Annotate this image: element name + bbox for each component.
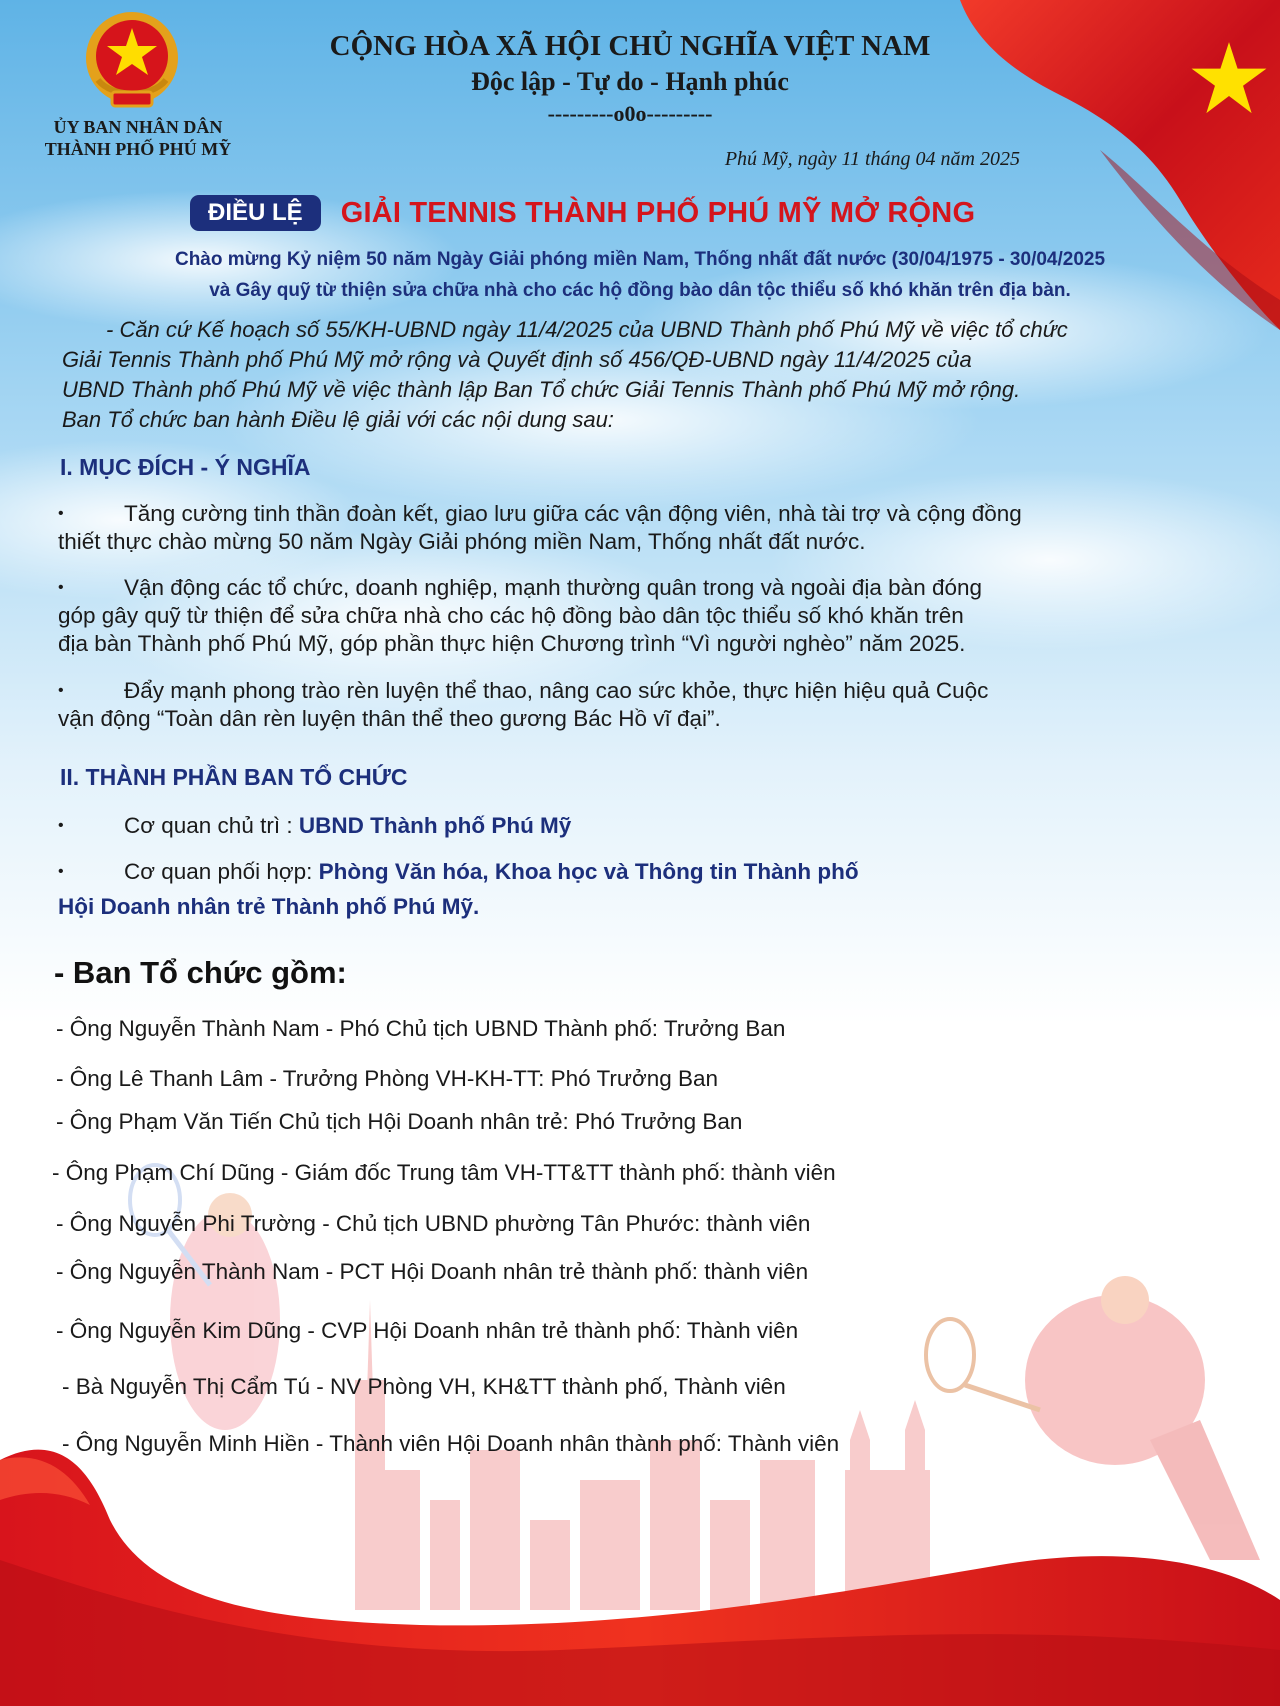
national-emblem-icon — [82, 10, 182, 114]
committee-member: - Ông Lê Thanh Lâm - Trưởng Phòng VH-KH-TT: Phó Trưởng Ban — [56, 1066, 719, 1091]
coop-label: Cơ quan phối hợp: — [124, 859, 319, 884]
section-1-item-1 — [58, 500, 1228, 556]
host-value: UBND Thành phố Phú Mỹ — [298, 813, 572, 838]
nation-name: CỘNG HÒA XÃ HỘI CHỦ NGHĨA VIỆT NAM — [329, 30, 931, 62]
document-subtitle — [40, 244, 1240, 306]
agency-line-2: THÀNH PHỐ PHÚ MỸ — [44, 139, 232, 159]
bullet-icon: • — [58, 682, 64, 699]
agency-line-1: ỦY BAN NHÂN DÂN — [53, 117, 223, 137]
bullet-icon: • — [58, 863, 64, 880]
preamble-line-3: UBND Thành phố Phú Mỹ về việc thành lập Ban Tổ chức Giải Tennis Thành phố Phú Mỹ mở rộng. — [62, 377, 1021, 402]
header-separator: ---------o0o--------- — [547, 101, 713, 126]
preamble — [62, 315, 1232, 435]
bullet-icon: • — [58, 505, 64, 522]
item-text: Tăng cường tinh thần đoàn kết, giao lưu giữa các vận động viên, nhà tài trợ và cộng đồng — [124, 501, 1022, 526]
subtitle-line-1: Chào mừng Kỷ niệm 50 năm Ngày Giải phóng miền Nam, Thống nhất đất nước (30/04/1975 - 30/04/2025 — [174, 249, 1106, 270]
subtitle-line-2: và Gây quỹ từ thiện sửa chữa nhà cho các hộ đồng bào dân tộc thiểu số khó khăn trên địa bàn. — [209, 280, 1071, 301]
committee-member: - Ông Phạm Chí Dũng - Giám đốc Trung tâm VH-TT&TT thành phố: thành viên — [52, 1160, 836, 1185]
preamble-line-4: Ban Tổ chức ban hành Điều lệ giải với các nội dung sau: — [62, 407, 614, 432]
document-title — [190, 193, 975, 233]
nation-motto: Độc lập - Tự do - Hạnh phúc — [471, 67, 789, 96]
item-text: địa bàn Thành phố Phú Mỹ, góp phần thực hiện Chương trình “Vì người nghèo” năm 2025. — [58, 631, 966, 656]
committee-member: - Ông Nguyễn Thành Nam - PCT Hội Doanh nhân trẻ thành phố: thành viên — [56, 1259, 809, 1284]
item-text: Vận động các tổ chức, doanh nghiệp, mạnh thường quân trong và ngoài địa bàn đóng — [124, 575, 983, 600]
committee-member: - Ông Nguyễn Minh Hiền - Thành viên Hội Doanh nhân thành phố: Thành viên — [62, 1431, 840, 1456]
cooperating-agency — [58, 858, 1228, 886]
section-1-item-3 — [58, 677, 1228, 733]
bullet-icon: • — [58, 579, 64, 596]
preamble-line-2: Giải Tennis Thành phố Phú Mỹ mở rộng và Quyết định số 456/QĐ-UBND ngày 11/4/2025 của — [62, 347, 972, 372]
title-badge: ĐIỀU LỆ — [190, 195, 321, 231]
item-text: góp gây quỹ từ thiện để sửa chữa nhà cho các hộ đồng bào dân tộc thiểu số khó khăn trên — [58, 603, 964, 628]
coop-value-2: Hội Doanh nhân trẻ Thành phố Phú Mỹ. — [58, 894, 480, 919]
item-text: vận động “Toàn dân rèn luyện thân thể theo gương Bác Hồ vĩ đại”. — [58, 706, 721, 731]
committee-member: - Bà Nguyễn Thị Cẩm Tú - NV Phòng VH, KH&TT thành phố, Thành viên — [62, 1374, 786, 1399]
issuing-agency — [14, 116, 262, 160]
issue-date: Phú Mỹ, ngày 11 tháng 04 năm 2025 — [724, 148, 1020, 170]
item-text: thiết thực chào mừng 50 năm Ngày Giải phóng miền Nam, Thống nhất đất nước. — [58, 529, 866, 554]
committee-member: - Ông Nguyễn Thành Nam - Phó Chủ tịch UBND Thành phố: Trưởng Ban — [56, 1016, 786, 1041]
host-agency — [58, 812, 1228, 840]
section-1-heading: I. MỤC ĐÍCH - Ý NGHĨA — [60, 454, 311, 480]
title-main: GIẢI TENNIS THÀNH PHỐ PHÚ MỸ MỞ RỘNG — [340, 196, 976, 229]
committee-member: - Ông Phạm Văn Tiến Chủ tịch Hội Doanh nhân trẻ: Phó Trưởng Ban — [56, 1109, 743, 1134]
committee-member: - Ông Nguyễn Phi Trường - Chủ tịch UBND phường Tân Phước: thành viên — [56, 1211, 811, 1236]
coop-value: Phòng Văn hóa, Khoa học và Thông tin Thành phố — [318, 859, 859, 884]
section-1-item-2 — [58, 574, 1228, 658]
item-text: Đẩy mạnh phong trào rèn luyện thể thao, nâng cao sức khỏe, thực hiện hiệu quả Cuộc — [124, 678, 989, 703]
preamble-line-1: - Căn cứ Kế hoạch số 55/KH-UBND ngày 11/4/2025 của UBND Thành phố Phú Mỹ về việc tổ chức — [106, 317, 1068, 342]
host-label: Cơ quan chủ trì : — [124, 813, 299, 838]
committee-heading: - Ban Tổ chức gồm: — [54, 955, 347, 990]
section-2-heading: II. THÀNH PHẦN BAN TỔ CHỨC — [60, 764, 408, 790]
bullet-icon: • — [58, 817, 64, 834]
national-motto — [250, 28, 1010, 128]
committee-member: - Ông Nguyễn Kim Dũng - CVP Hội Doanh nhân trẻ thành phố: Thành viên — [56, 1318, 799, 1343]
